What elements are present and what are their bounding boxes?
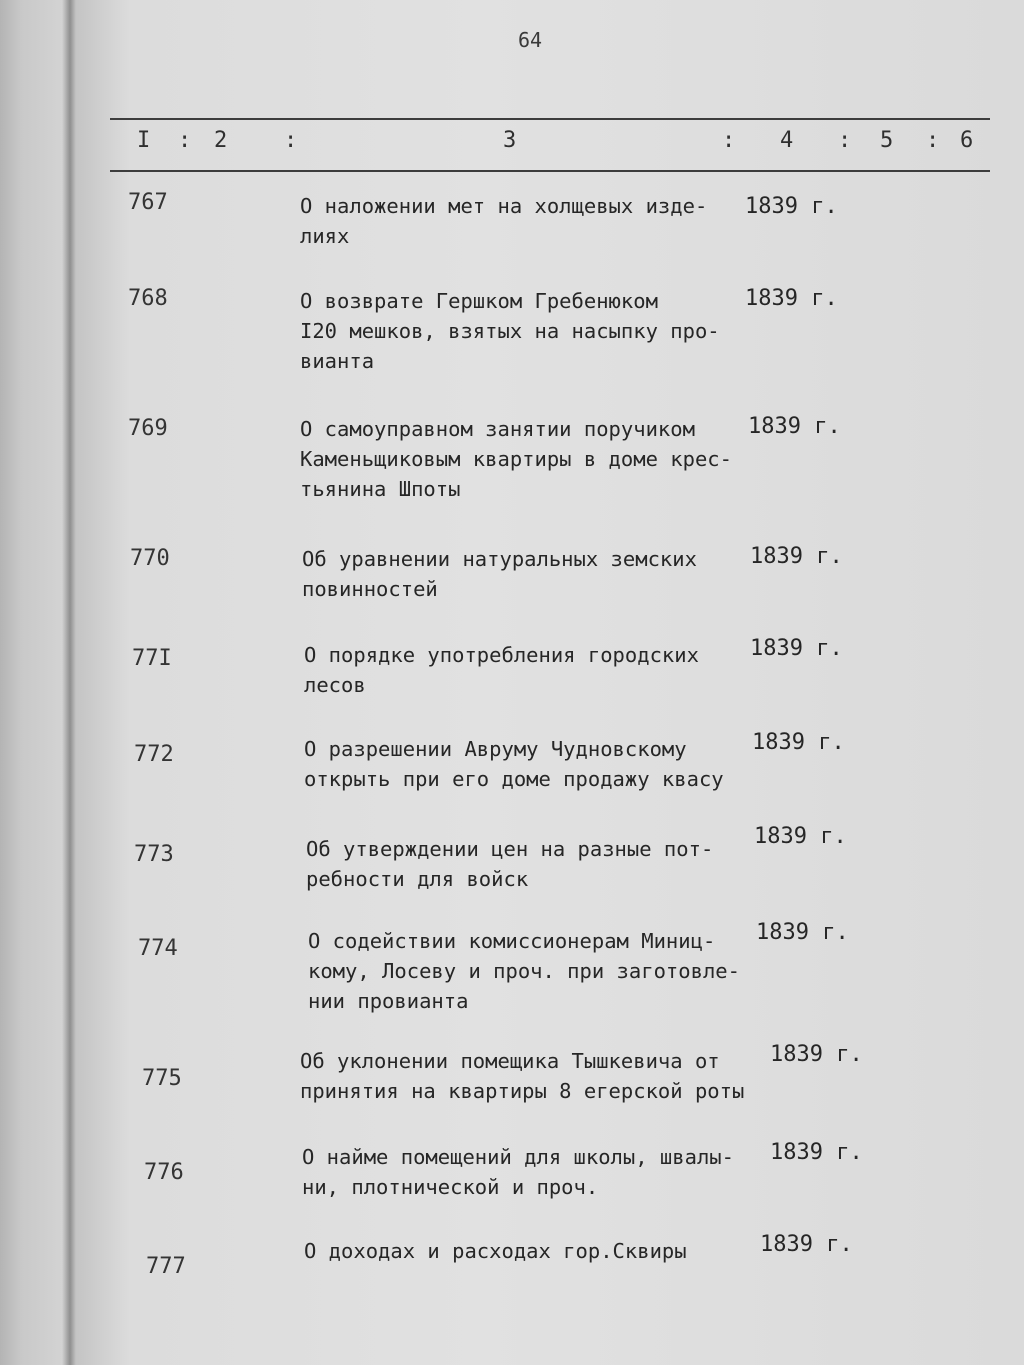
column-header-3: 3 (503, 128, 517, 153)
entry-description: О разрешении Авруму Чудновскому открыть при его доме продажу квасу (304, 737, 724, 791)
column-separator: : (838, 128, 852, 153)
entry-description: Об утверждении цен на разные пот- ребности для войск (306, 837, 714, 891)
entry-year: 1839 г. (770, 1042, 863, 1067)
header-rule-bottom (110, 170, 990, 172)
entry-description: О порядке употребления городских лесов (304, 643, 699, 697)
entry-year: 1839 г. (750, 636, 843, 661)
entry-year: 1839 г. (750, 544, 843, 569)
column-separator: : (926, 128, 940, 153)
entry-number: 769 (128, 416, 168, 441)
table-row (0, 190, 1024, 300)
entry-number: 776 (144, 1160, 184, 1185)
entry-year: 1839 г. (752, 730, 845, 755)
entry-description: О содействии комиссионерам Миниц- кому, Лосеву и проч. при заготовле- нии провианта (308, 929, 740, 1013)
column-separator: : (178, 128, 192, 153)
entry-description: Об уравнении натуральных земских повинностей (302, 547, 697, 601)
column-header-6: 6 (960, 128, 974, 153)
entry-description: О самоуправном занятии поручиком Каменьщиковым квартиры в доме крес- тьянина Шпоты (300, 417, 732, 501)
entry-year: 1839 г. (770, 1140, 863, 1165)
entry-year: 1839 г. (745, 286, 838, 311)
column-header-5: 5 (880, 128, 894, 153)
entry-description: О доходах и расходах гор.Сквиры (304, 1239, 687, 1263)
entry-description: О возврате Гершком Гребенюком I20 мешков, взятых на насыпку про- вианта (300, 289, 720, 373)
entry-year: 1839 г. (760, 1232, 853, 1257)
table-row (0, 920, 1024, 1036)
entry-description: О найме помещений для школы, швалы- ни, плотнической и проч. (302, 1145, 734, 1199)
entry-number: 77I (132, 646, 172, 671)
header-rule-top (110, 118, 990, 120)
table-row (0, 1042, 1024, 1156)
table-row (0, 1232, 1024, 1346)
entry-year: 1839 г. (756, 920, 849, 945)
entry-year: 1839 г. (745, 194, 838, 219)
entry-number: 770 (130, 546, 170, 571)
column-header-1: I (137, 128, 151, 153)
entry-number: 773 (134, 842, 174, 867)
column-header-2: 2 (214, 128, 228, 153)
entry-number: 774 (138, 936, 178, 961)
column-header-4: 4 (780, 128, 794, 153)
entry-description: Об уклонении помещика Тышкевича от принятия на квартиры 8 егерской роты (300, 1049, 745, 1103)
entry-number: 772 (134, 742, 174, 767)
entry-number: 777 (146, 1254, 186, 1279)
entry-description: О наложении мет на холщевых изде- лиях (300, 194, 708, 248)
table-row (0, 414, 1024, 524)
entry-number: 767 (128, 190, 168, 215)
table-row (0, 544, 1024, 654)
table-row (0, 730, 1024, 844)
entry-number: 775 (142, 1066, 182, 1091)
table-row (0, 286, 1024, 396)
column-separator: : (284, 128, 298, 153)
page-number: 64 (518, 28, 543, 52)
entry-year: 1839 г. (754, 824, 847, 849)
entry-year: 1839 г. (748, 414, 841, 439)
column-separator: : (722, 128, 736, 153)
table-row (0, 824, 1024, 940)
entry-number: 768 (128, 286, 168, 311)
